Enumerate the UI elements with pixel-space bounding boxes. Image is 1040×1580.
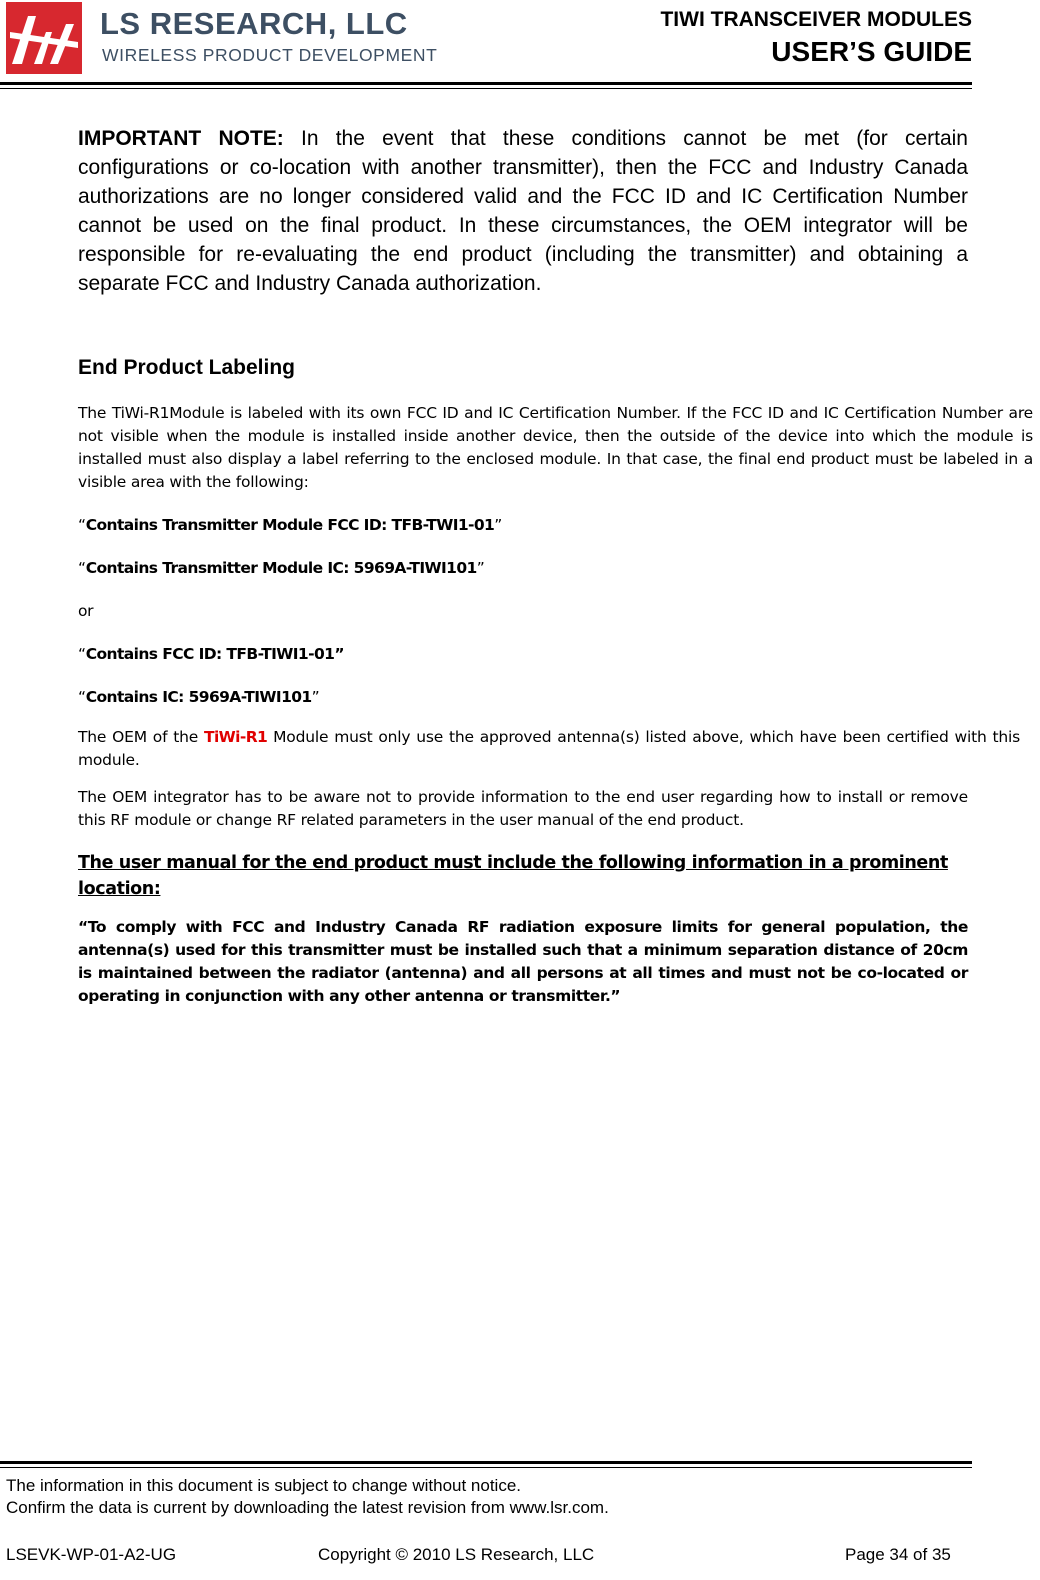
quote-text: Contains FCC ID: TFB-TIWI1-01” — [85, 645, 344, 663]
user-manual-section — [78, 850, 968, 1008]
ls-research-logo-icon — [6, 2, 82, 74]
footer-doc-id: LSEVK-WP-01-A2-UG — [6, 1545, 177, 1564]
quote-open: “ — [78, 645, 86, 663]
header-rule-thick — [0, 82, 972, 85]
quote-text: Contains Transmitter Module IC: 5969A-TIWI101 — [85, 559, 477, 577]
quote-open: “ — [78, 516, 86, 534]
important-note-lead: IMPORTANT NOTE: — [78, 127, 284, 150]
quote-close: ” — [476, 559, 485, 577]
label-quote-ic-module — [78, 559, 1033, 577]
footer-page-number: Page 34 of 35 — [845, 1545, 951, 1564]
page-header — [0, 0, 1040, 90]
company-name: LS RESEARCH, LLC — [100, 6, 408, 41]
header-rule-thin — [0, 88, 972, 89]
quote-open: “ — [78, 559, 86, 577]
footer-notice-line2: Confirm the data is current by downloading the latest revision from www.lsr.com. — [6, 1498, 609, 1517]
footer-rule-thin — [0, 1467, 972, 1468]
integrator-statement: The OEM integrator has to be aware not to provide information to the end user regarding how to install or remove this RF module or change RF related parameters in the user manual of the end product. — [78, 788, 968, 829]
quote-close: ” — [494, 516, 502, 534]
quote-open: “ — [78, 688, 86, 706]
rf-exposure-statement: “To comply with FCC and Industry Canada RF radiation exposure limits for general population, the antenna(s) used for this transmitter must be installed such that a minimum separation distance of 20cm is maintained between the radiator (antenna) and all persons at all times and must not be co-located or operating in conjunction with any other antenna or transmitter.” — [78, 918, 968, 1005]
quote-close: ” — [311, 688, 320, 706]
antenna-statement-post: Module must only use the approved antenna(s) listed above, which have been certified with this module. — [78, 728, 1020, 769]
quote-text: Contains IC: 5969A-TIWI101 — [85, 688, 312, 706]
document-subtitle: USER’S GUIDE — [771, 36, 972, 67]
footer-notice — [6, 1475, 609, 1519]
label-quote-fcc-module — [78, 516, 1033, 534]
label-or: or — [78, 602, 94, 620]
section-heading-labeling: End Product Labeling — [78, 356, 296, 379]
note-section — [78, 124, 968, 380]
antenna-statement-pre: The OEM of the — [78, 728, 204, 746]
important-note — [78, 124, 968, 298]
module-model-name: TiWi-R1 — [203, 728, 268, 746]
antenna-statement — [78, 726, 1020, 772]
label-quote-ic — [78, 688, 1033, 706]
labeling-intro: The TiWi-R1Module is labeled with its own FCC ID and IC Certification Number. If the FCC ID and IC Certification Number are not visible when the module is installed inside another device, then the outside of the device into which the module is installed must also display a label referring to the enclosed module. In that case, the final end product must be labeled in a visible area with the following: — [78, 404, 1033, 491]
label-quote-fcc — [78, 645, 1033, 663]
quote-text: Contains Transmitter Module FCC ID: TFB-TWI1-01 — [85, 516, 495, 534]
document-title: TIWI TRANSCEIVER MODULES — [660, 8, 972, 31]
company-tagline: WIRELESS PRODUCT DEVELOPMENT — [102, 45, 438, 65]
user-manual-heading: The user manual for the end product must include the following information in a prominent location: — [78, 853, 948, 899]
footer-notice-line1: The information in this document is subject to change without notice. — [6, 1476, 522, 1495]
important-note-text: In the event that these conditions cannot be met (for certain configurations or co-location with another transmitter), then the FCC and Industry Canada authorizations are no longer considered valid and the FCC ID and IC Certification Number cannot be used on the final product. In these circumstances, the OEM integrator will be responsible for re-evaluating the end product (including the transmitter) and obtaining a separate FCC and Industry Canada authorization. — [78, 127, 968, 295]
footer-rule-thick — [0, 1461, 972, 1464]
footer-copyright: Copyright © 2010 LS Research, LLC — [318, 1545, 595, 1564]
labeling-section — [78, 402, 1033, 832]
